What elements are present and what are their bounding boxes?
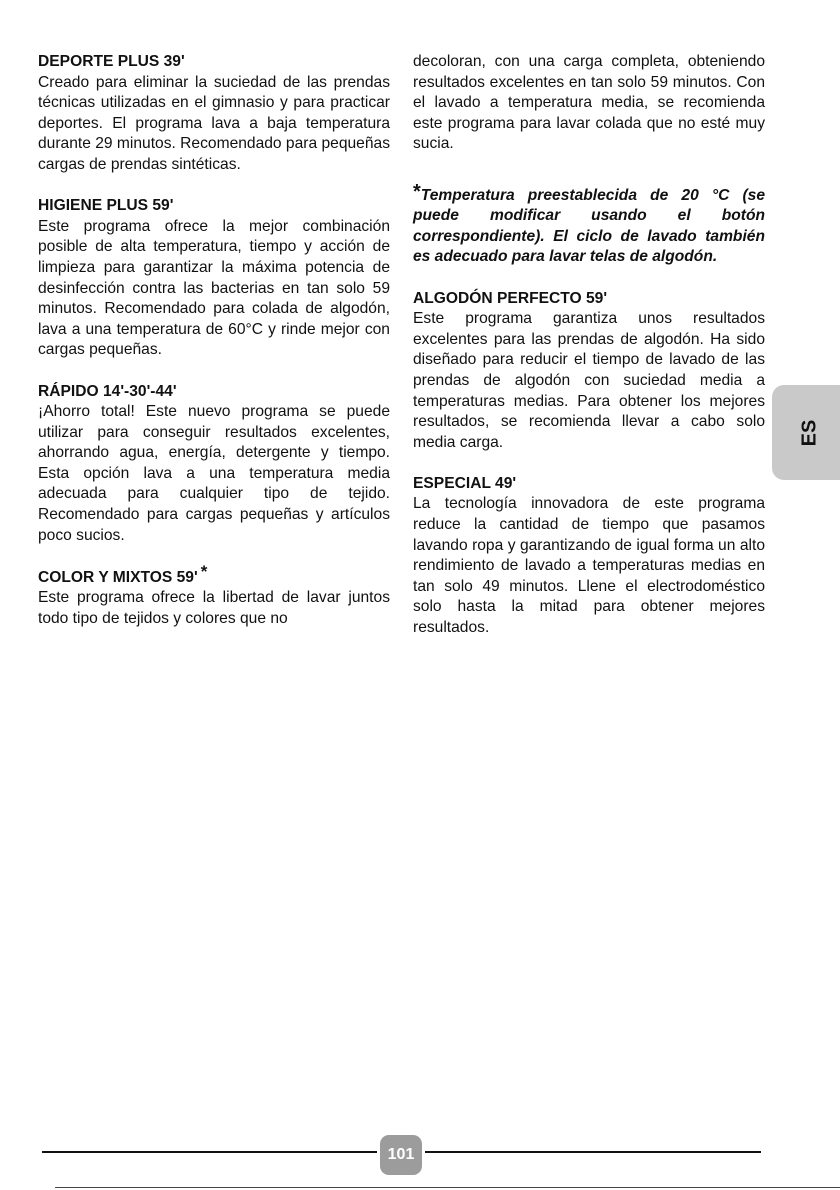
program-title: ALGODÓN PERFECTO 59' [413,289,608,307]
note-text: Temperatura preestablecida de 20 °C (se puede modificar usando el botón correspondiente). El ciclo de lavado también es adecuado para lavar telas de algodón. [413,186,765,266]
program-title: RÁPIDO 14'-30'-44' [38,382,177,400]
asterisk-marker: * [200,561,208,581]
program-description: La tecnología innovadora de este programa reduce la cantidad de tiempo que pasamos lavando ropa y garantizando de igual forma un alto rendimiento de lavado a temperaturas medias en tan solo 49 minutos. Llene el electrodoméstico solo hasta la mitad para obtener mejores resultados. [413,495,765,637]
footer-rule-right [425,1151,761,1153]
left-column [38,52,390,650]
program-algodon-perfecto [413,289,765,454]
language-tab [772,385,840,480]
program-description: Este programa ofrece la mejor combinación posible de alta temperatura, tiempo y acción de limpieza para garantizar la máxima potencia de desinfección contra las bacterias en tan solo 59 minutos. Recomendado para colada de algodón, lava a una temperatura de 60°C y rinde mejor con cargas pequeñas. [38,217,390,359]
program-title-text: COLOR Y MIXTOS 59' [38,568,198,586]
program-title [38,561,390,589]
bottom-edge-line [55,1187,840,1188]
page-number: 101 [380,1135,422,1175]
program-color-y-mixtos [38,561,390,630]
program-description: Creado para eliminar la suciedad de las prendas técnicas utilizadas en el gimnasio y para practicar deportes. El programa lava a baja temperatura durante 29 minutos. Recomendado para pequeñas cargas de prendas sintéticas. [38,73,390,173]
program-higiene-plus [38,196,390,361]
program-description-continued: decoloran, con una carga completa, obteniendo resultados excelentes en tan solo 59 minutos. Con el lavado a temperatura media, se recomienda este programa para lavar colada que no esté muy sucia. [413,53,765,153]
program-title: DEPORTE PLUS 39' [38,53,185,70]
footer-rule-left [42,1151,377,1153]
temperature-note [413,176,765,268]
program-description: Este programa garantiza unos resultados excelentes para las prendas de algodón. Ha sido diseñado para reducir el tiempo de lavado de las prendas de algodón con suciedad media a temperaturas medias. Para obtener los mejores resultados, se recomienda llevar a cabo solo media carga. [413,310,765,451]
program-title: HIGIENE PLUS 59' [38,197,174,215]
color-y-mixtos-continuation [413,52,765,155]
program-deporte-plus [38,52,390,176]
program-especial [413,474,765,639]
program-description: Este programa ofrece la libertad de lavar juntos todo tipo de tejidos y colores que no [38,589,390,628]
program-rapido [38,382,390,547]
program-title: ESPECIAL 49' [413,474,517,492]
note-asterisk: * [413,180,421,203]
right-column [413,52,765,659]
language-code: ES [798,419,821,446]
program-description: ¡Ahorro total! Este nuevo programa se puede utilizar para conseguir resultados excelentes, ahorrando agua, energía, detergente y tiempo. Esta opción lava a una temperatura media adecuada para cualquier tipo de tejido. Recomendado para cargas pequeñas y artículos poco sucios. [38,403,390,544]
